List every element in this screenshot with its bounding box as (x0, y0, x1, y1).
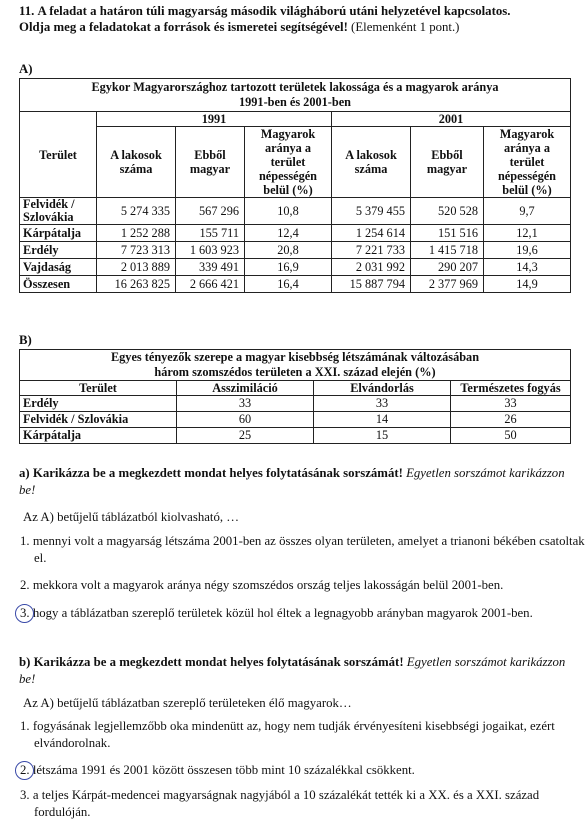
table-cell: 2 377 969 (411, 276, 484, 293)
option-number: 2. (20, 763, 30, 777)
table-cell: 1 254 614 (332, 225, 411, 242)
question-a-stem: Az A) betűjelű táblázatból kiolvasható, … (23, 510, 240, 524)
table-cell-area: Felvidék / Szlovákia (20, 412, 177, 428)
option-text: a teljes Kárpát-medencei magyarságnak nagyjából a 10 százalékát tették ki a XX. és a XXI. század fordulóján. (32, 788, 540, 819)
table-cell: 20,8 (245, 242, 332, 259)
table-a-year-2001: 2001 (332, 112, 571, 127)
answer-circle-mark (15, 761, 34, 780)
table-b-header: Természetes fogyás (451, 381, 571, 396)
table-cell: 16,9 (245, 259, 332, 276)
table-cell: 155 711 (176, 225, 245, 242)
question-b-note: Egyetlen sorszámot karikázzon be! (19, 655, 566, 686)
table-a-label: A) (19, 62, 33, 76)
task-number: 11. (19, 4, 35, 18)
table-cell: 7 221 733 (332, 242, 411, 259)
table-cell: 33 (314, 396, 451, 412)
table-cell: 1 415 718 (411, 242, 484, 259)
table-b-header: Asszimiláció (177, 381, 314, 396)
table-cell: 151 516 (411, 225, 484, 242)
table-a (19, 78, 571, 293)
table-cell: 520 528 (411, 198, 484, 225)
table-cell: 567 296 (176, 198, 245, 225)
table-cell: 60 (177, 412, 314, 428)
option-text: mennyi volt a magyarság létszáma 2001-ben az összes olyan területen, amelyet a trianoni békében csatoltak el. (32, 534, 585, 565)
table-cell-area: Erdély (20, 396, 177, 412)
table-row (20, 396, 571, 412)
table-cell: 290 207 (411, 259, 484, 276)
table-a-col-pop: A lakosok száma (332, 127, 411, 198)
question-b-option-3[interactable] (20, 787, 588, 821)
table-a-col-hun: Ebből magyar (176, 127, 245, 198)
question-a-label: a) (19, 466, 30, 480)
question-b-stem: Az A) betűjelű táblázatban szereplő területeken élő magyarok… (23, 696, 352, 710)
table-b-caption (20, 350, 571, 381)
question-a-instruction: Karikázza be a megkezdett mondat helyes folytatásának sorszámát! (32, 466, 403, 480)
option-number: 1. (20, 534, 30, 548)
table-a-caption (20, 79, 571, 112)
table-cell-area: Kárpátalja (20, 225, 97, 242)
table-cell: 14 (314, 412, 451, 428)
table-cell: 19,6 (484, 242, 571, 259)
question-b-label: b) (19, 655, 31, 669)
table-cell-area: Vajdaság (20, 259, 97, 276)
option-text: mekkora volt a magyarok aránya négy szomszédos ország teljes lakosságán belül 2001-ben. (32, 578, 504, 592)
table-b-caption-line2: három szomszédos területen a XXI. század elején (%) (154, 365, 436, 379)
table-a-col-ratio: Magyarok aránya a terület népességén belül (%) (245, 127, 332, 198)
table-cell: 2 013 889 (97, 259, 176, 276)
table-cell: 16,4 (245, 276, 332, 293)
table-b (19, 349, 571, 444)
table-cell: 9,7 (484, 198, 571, 225)
table-cell: 5 379 455 (332, 198, 411, 225)
table-cell: 12,4 (245, 225, 332, 242)
table-cell: 2 031 992 (332, 259, 411, 276)
option-number: 3. (20, 606, 30, 620)
option-text: fogyásának legjellemzőbb oka mindenütt az, hogy nem tudják érvényesíteni kisebbségi jogaikat, ezért elvándorolnak. (32, 719, 555, 750)
question-a-note: Egyetlen sorszámot karikázzon be! (19, 466, 565, 497)
table-cell: 25 (177, 428, 314, 444)
table-cell: 33 (451, 396, 571, 412)
table-cell: 339 491 (176, 259, 245, 276)
option-text: létszáma 1991 és 2001 között összesen több mint 10 százalékkal csökkent. (32, 763, 415, 777)
table-cell: 16 263 825 (97, 276, 176, 293)
table-cell-area: Kárpátalja (20, 428, 177, 444)
table-a-col-area: Terület (20, 112, 97, 198)
question-a-option-3[interactable] (20, 605, 588, 622)
table-cell: 12,1 (484, 225, 571, 242)
table-cell: 1 252 288 (97, 225, 176, 242)
option-number: 1. (20, 719, 30, 733)
table-b-header: Elvándorlás (314, 381, 451, 396)
table-cell-area: Összesen (20, 276, 97, 293)
task-title: A feladat a határon túli magyarság második világháború utáni helyzetével kapcsolatos. (37, 4, 511, 18)
option-text: hogy a táblázatban szereplő területek közül hol éltek a legnagyobb arányban magyarok 2001-ben. (32, 606, 533, 620)
table-a-col-hun: Ebből magyar (411, 127, 484, 198)
table-row (20, 428, 571, 444)
question-b-option-1[interactable] (20, 718, 588, 752)
question-a-option-2[interactable] (20, 577, 588, 594)
table-row (20, 198, 571, 225)
table-cell: 33 (177, 396, 314, 412)
table-b-label: B) (19, 333, 32, 347)
table-cell: 50 (451, 428, 571, 444)
table-a-caption-line2: 1991-ben és 2001-ben (238, 95, 352, 109)
task-points: (Elemenként 1 pont.) (347, 20, 460, 34)
table-row-total (20, 276, 571, 293)
table-cell: 14,9 (484, 276, 571, 293)
question-b-option-2[interactable] (20, 762, 588, 779)
table-cell: 15 887 794 (332, 276, 411, 293)
table-cell: 2 666 421 (176, 276, 245, 293)
question-b-instruction: Karikázza be a megkezdett mondat helyes folytatásának sorszámát! (33, 655, 404, 669)
table-cell: 10,8 (245, 198, 332, 225)
table-cell: 5 274 335 (97, 198, 176, 225)
table-cell: 7 723 313 (97, 242, 176, 259)
table-b-caption-line1: Egyes tényezők szerepe a magyar kisebbség létszámának változásában (110, 350, 480, 364)
task-header (19, 3, 579, 35)
table-cell-area: Felvidék / Szlovákia (20, 198, 97, 225)
table-a-year-1991: 1991 (97, 112, 332, 127)
table-row (20, 225, 571, 242)
table-a-col-pop: A lakosok száma (97, 127, 176, 198)
table-cell: 15 (314, 428, 451, 444)
task-instruction: Oldja meg a feladatokat a források és ismeretei segítségével! (19, 20, 348, 34)
option-number: 3. (20, 788, 30, 802)
table-a-col-ratio: Magyarok aránya a terület népességén belül (%) (484, 127, 571, 198)
table-a-caption-line1: Egykor Magyarországhoz tartozott területek lakossága és a magyarok aránya (91, 80, 499, 94)
table-row (20, 412, 571, 428)
question-a-option-1[interactable] (20, 533, 588, 567)
question-b-prompt (19, 654, 575, 688)
table-cell: 14,3 (484, 259, 571, 276)
table-row (20, 259, 571, 276)
option-number: 2. (20, 578, 30, 592)
question-a-prompt (19, 465, 575, 499)
table-cell: 1 603 923 (176, 242, 245, 259)
answer-circle-mark (15, 604, 34, 623)
table-cell-area: Erdély (20, 242, 97, 259)
table-cell: 26 (451, 412, 571, 428)
table-row (20, 242, 571, 259)
table-b-header: Terület (20, 381, 177, 396)
